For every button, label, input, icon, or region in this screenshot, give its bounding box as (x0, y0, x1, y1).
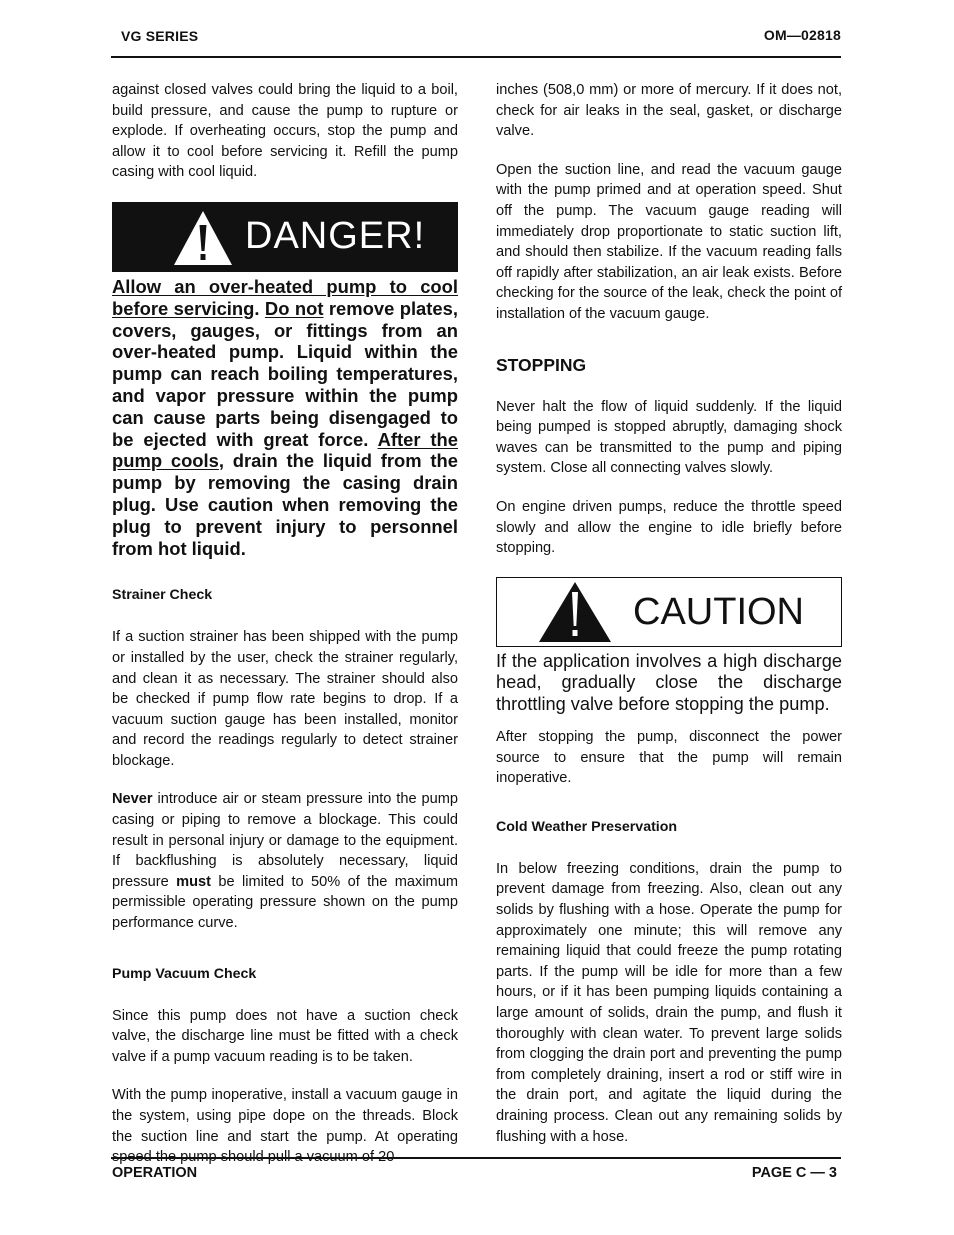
paragraph-vacuum-2: With the pump inoperative, install a vacuum gauge in the system, using pipe dope on the threads. Block the suction line and start the pump. At operating speed the pump should pull a vacuum of 20 (112, 1087, 458, 1166)
danger-message (112, 276, 458, 559)
danger-text-3: , drain the liquid from the pump by removing the casing drain plug. Use caution when removing the plug to prevent injury to personnel from hot liquid. (112, 450, 458, 559)
danger-banner (112, 202, 458, 272)
header-doc-number: OM—02818 (763, 27, 841, 43)
right-column (496, 80, 842, 1147)
heading-stopping: STOPPING (496, 354, 587, 375)
strainer-text-1: introduce air or steam pressure into the pump casing or piping to remove a blockage. This could result in personal injury or damage to the equipment. If backflushing is absolutely necessary, liquid pressure (112, 791, 458, 890)
emphasis-must: must (176, 873, 212, 890)
danger-text-1: . (254, 297, 265, 319)
footer-rule (111, 1157, 841, 1159)
exclamation-triangle-icon (172, 209, 234, 267)
paragraph-stopping-1: Never halt the flow of liquid suddenly. If the liquid being pumped is stopped abruptly, damaging shock waves can be transmitted to the pump and piping system. Close all connecting valves slowly. (496, 398, 842, 477)
paragraph-overheat: against closed valves could bring the liquid to a boil, build pressure, and cause the pump to rupture or explode. If overheating occurs, stop the pump and allow it to cool before servicing it. Refill the pump casing with cool liquid. (112, 82, 458, 181)
paragraph-vacuum-1: Since this pump does not have a suction check valve, the discharge line must be fitted with a check valve if a pump vacuum reading is to be taken. (112, 1007, 458, 1065)
danger-emphasis-2: Do not (264, 297, 324, 319)
footer-section: OPERATION (112, 1165, 198, 1181)
paragraph-stopping-2: On engine driven pumps, reduce the throttle speed slowly and allow the engine to idle briefly before stopping. (496, 498, 842, 557)
emphasis-never: Never (112, 791, 153, 808)
danger-emphasis-1: Allow an over-heated pump to cool before servicing (112, 275, 458, 319)
paragraph-open-suction: Open the suction line, and read the vacuum gauge with the pump primed and at operation speed. Shut off the pump. The vacuum gauge reading will immediately drop proportionate to static suction lift, and should then stabilize. If the vacuum reading falls off rapidly after stabilization, an air leak exists. Before checking for the source of the leak, check the point of installation of the vacuum gauge. (496, 161, 842, 322)
caution-banner (496, 577, 842, 647)
footer-page-number: PAGE C — 3 (751, 1165, 837, 1181)
heading-pump-vacuum-check: Pump Vacuum Check (112, 965, 257, 982)
paragraph-vacuum-cont: inches (508,0 mm) or more of mercury. If it does not, check for air leaks in the seal, gasket, or discharge valve. (496, 82, 842, 140)
strainer-text-2: be limited to 50% of the maximum permissible operating pressure shown on the pump performance curve. (112, 873, 458, 932)
danger-emphasis-3: After the pump cools (112, 428, 458, 472)
heading-strainer-check: Strainer Check (112, 587, 213, 604)
exclamation-triangle-icon (537, 580, 613, 644)
left-column (112, 80, 458, 1168)
paragraph-after-stopping: After stopping the pump, disconnect the power source to ensure that the pump will remain inoperative. (496, 729, 842, 787)
caution-label: CAUTION (633, 590, 804, 633)
danger-text-2: remove plates, covers, gauges, or fittings from an over-heated pump. Liquid within the pump can reach boiling temperatures, and vapor pressure within the pump can cause parts being disengaged to be ejected with great force. (112, 297, 458, 450)
header-rule (111, 56, 841, 58)
paragraph-strainer-2 (112, 789, 458, 933)
heading-cold-weather: Cold Weather Preservation (496, 818, 678, 835)
paragraph-strainer-1: If a suction strainer has been shipped with the pump or installed by the user, check the strainer regularly, and clean it as necessary. The strainer should also be checked if pump flow rate begins to drop. If a vacuum suction gauge has been installed, monitor and record the readings regularly to detect strainer blockage. (112, 629, 458, 769)
caution-message: If the application involves a high discharge head, gradually close the discharge throttling valve before stopping the pump. (496, 650, 842, 715)
danger-label: DANGER! (245, 214, 426, 257)
paragraph-cold-weather: In below freezing conditions, drain the pump to prevent damage from freezing. Also, clean out any solids by flushing with a hose. Operate the pump for approximately one minute; this will remove any remaining liquid that could freeze the pump rotating parts. If the pump will be idle for more than a few hours, or if it has been pumping liquids containing a large amount of solids, drain the pump, and flush it thoroughly with clean water. To prevent large solids from clogging the drain port and preventing the pump from completely draining, insert a rod or stiff wire in the drain port, and agitate the liquid during the draining process. Clean out any remaining solids by flushing with a hose. (496, 860, 842, 1145)
header-series: VG SERIES (121, 28, 199, 44)
